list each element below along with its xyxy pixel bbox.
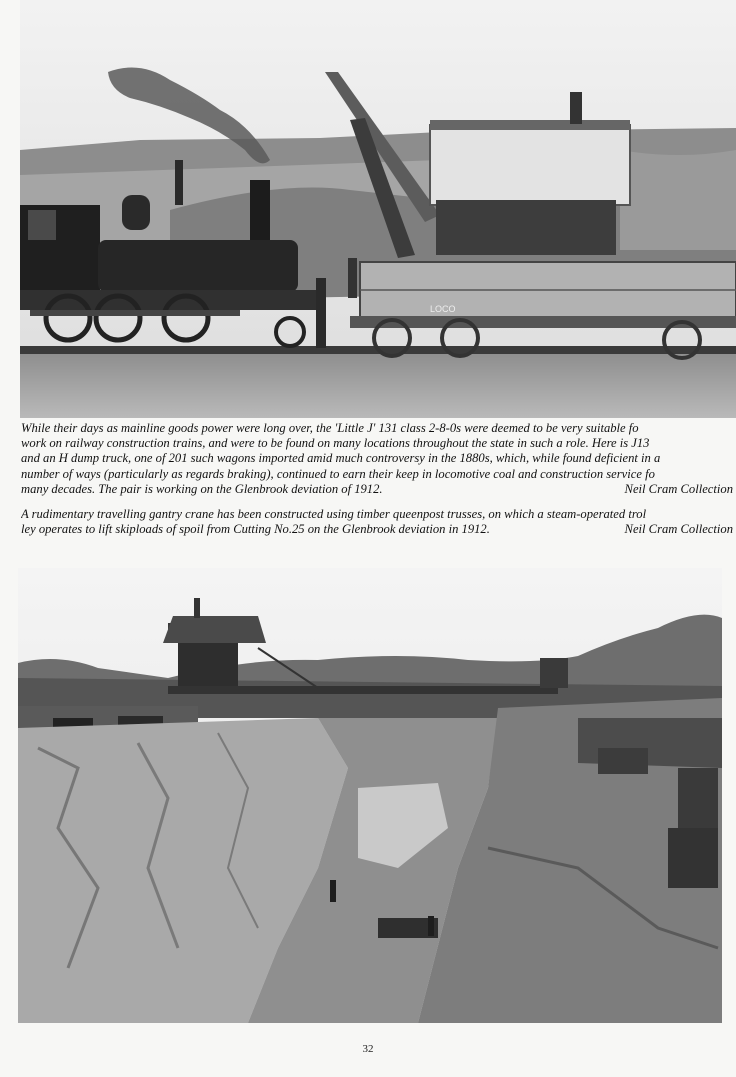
caption-line: work on railway construction trains, and were to be found on many locations throughout the state in such a role. Here is J13	[21, 436, 650, 451]
caption-line: While their days as mainline goods power were long over, the 'Little J' 131 class 2-8-0s were deemed to be very suitable fo	[21, 421, 639, 435]
caption-line: ley operates to lift skiploads of spoil from Cutting No.25 on the Glenbrook deviation in 1912.	[21, 522, 490, 537]
photo-locomotive-and-crane	[20, 0, 736, 418]
wagon-lettering: LOCO	[430, 304, 456, 314]
page-number: 32	[362, 1043, 374, 1055]
caption-line-with-credit	[21, 482, 733, 497]
caption-line: and an H dump truck, one of 201 such wagons imported amid much controversy in the 1880s, which, while found deficient in a	[21, 451, 661, 466]
photo-credit: Neil Cram Collection	[621, 482, 733, 497]
caption-line: many decades. The pair is working on the Glenbrook deviation of 1912.	[21, 481, 383, 496]
caption-line: number of ways (particularly as regards braking), continued to earn their keep in locomotive coal and construction service fo	[21, 466, 655, 481]
photo-locomotive-image	[20, 0, 736, 418]
caption-gantry-crane	[21, 507, 733, 537]
caption-locomotive	[21, 421, 733, 497]
photo-credit: Neil Cram Collection	[621, 522, 733, 537]
caption-line: A rudimentary travelling gantry crane has been constructed using timber queenpost trusses, on which a steam-operated trol	[21, 507, 647, 521]
photo-gantry-crane-cutting	[18, 568, 722, 1023]
photo-cutting-image	[18, 568, 722, 1023]
caption-line-with-credit	[21, 522, 733, 537]
